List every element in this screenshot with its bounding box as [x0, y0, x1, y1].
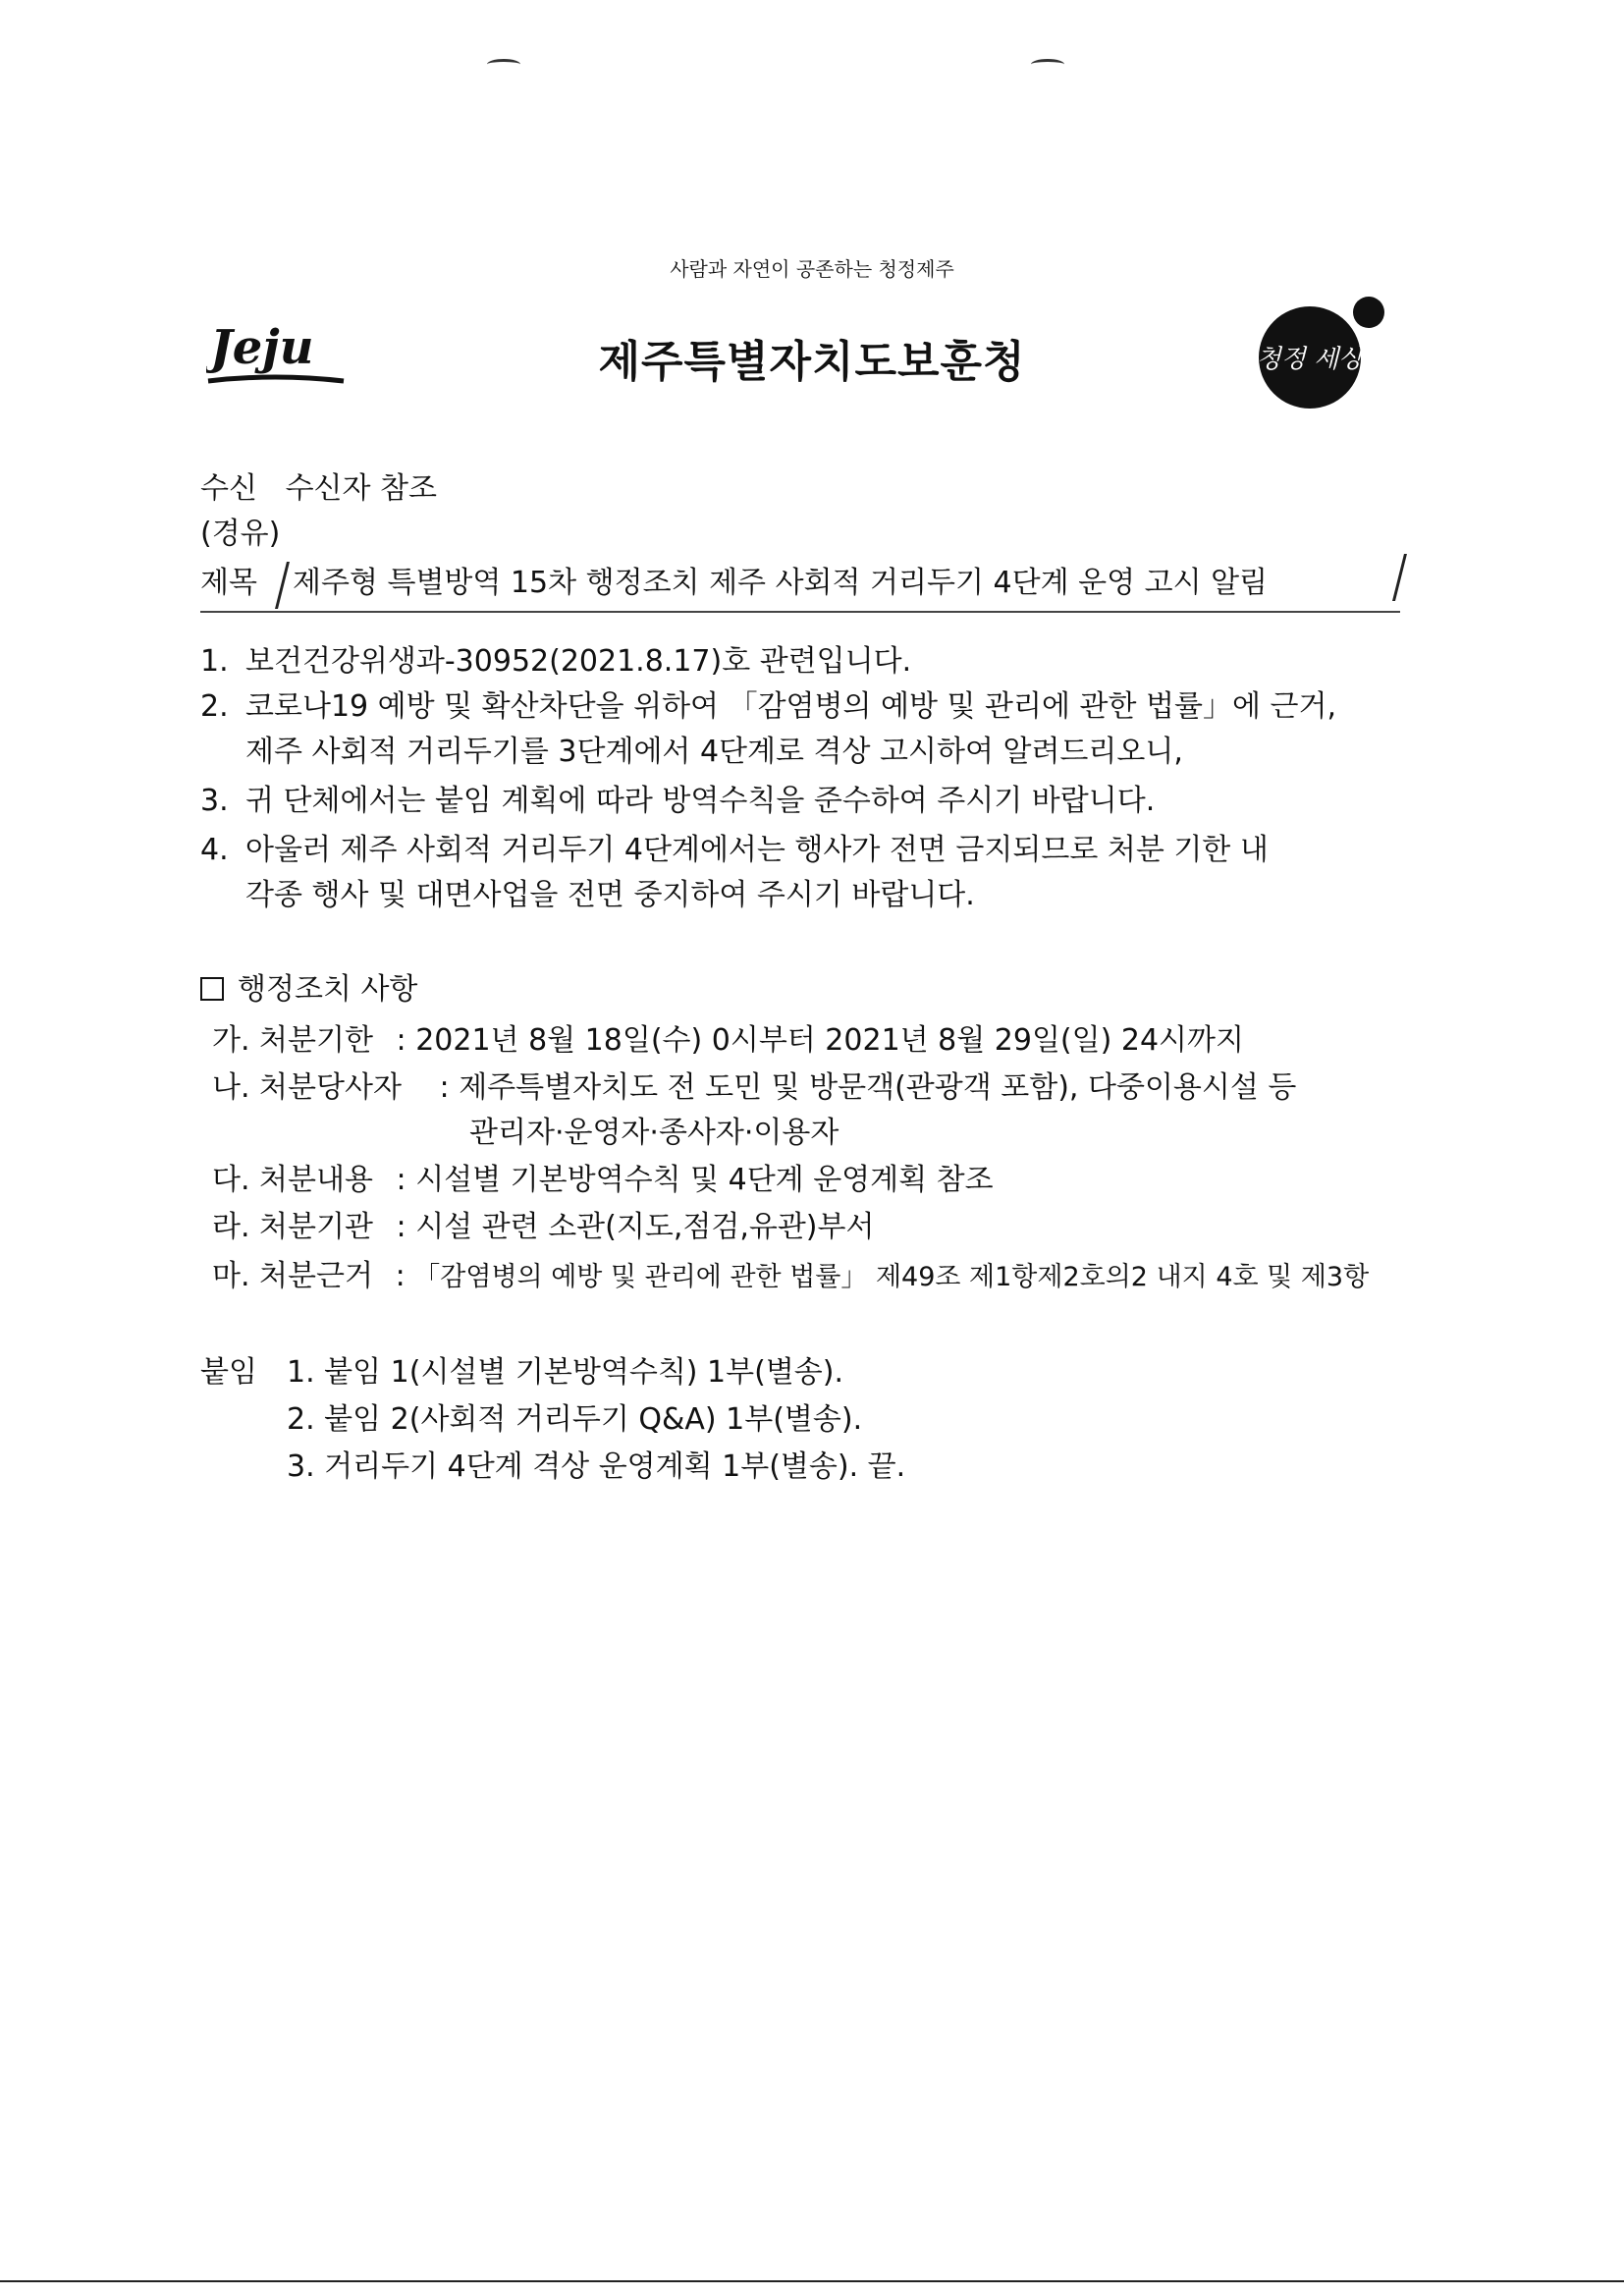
- jeju-logo-text: Jeju: [210, 320, 314, 375]
- checkbox-icon: [200, 977, 224, 1001]
- admin-value: 「감염병의 예방 및 관리에 관한 법률」 제49조 제1항제2호의2 내지 4호 및 제3항: [413, 1262, 1370, 1292]
- admin-entry-5: [212, 1257, 1369, 1297]
- item-1: [200, 642, 911, 682]
- admin-entry-2-continued: 관리자·운영자·종사자·이용자: [469, 1116, 839, 1150]
- item-num: 1.: [200, 644, 229, 679]
- admin-entry-2: [212, 1068, 1296, 1108]
- recipient-label: 수신: [200, 471, 257, 506]
- item-text: 아울러 제주 사회적 거리두기 4단계에서는 행사가 전면 금지되므로 처분 기한 내: [245, 833, 1269, 867]
- page-bottom-rule: [0, 2280, 1624, 2282]
- admin-heading: [200, 970, 417, 1010]
- seal-text: 청정 세상: [1256, 345, 1364, 374]
- subject-value: 제주형 특별방역 15차 행정조치 제주 사회적 거리두기 4단계 운영 고시 알림: [293, 566, 1269, 600]
- scan-mark-left: [487, 59, 520, 70]
- seal-emblem: [1251, 293, 1398, 420]
- attachment-3: 3. 거리두기 4단계 격상 운영계획 1부(별송). 끝.: [287, 1449, 906, 1484]
- admin-value: 시설 관련 소관(지도,점검,유관)부서: [415, 1210, 875, 1244]
- admin-entry-4: [212, 1208, 874, 1247]
- admin-sep: :: [395, 1259, 406, 1293]
- attachment-2: 2. 붙임 2(사회적 거리두기 Q&A) 1부(별송).: [287, 1402, 863, 1437]
- via-line: (경유): [200, 517, 281, 551]
- item-text: 보건건강위생과-30952(2021.8.17)호 관련입니다.: [245, 644, 912, 679]
- admin-key: 마. 처분근거: [212, 1259, 373, 1293]
- item-4-continued: 각종 행사 및 대면사업을 전면 중지하여 주시기 바랍니다.: [245, 878, 975, 912]
- item-text: 코로나19 예방 및 확산차단을 위하여 「감염병의 예방 및 관리에 관한 법률」에 근거,: [245, 689, 1336, 724]
- org-title: 제주특별자치도보훈청: [598, 337, 1026, 387]
- slogan: 사람과 자연이 공존하는 청정제주: [670, 257, 954, 281]
- admin-heading-text: 행정조치 사항: [238, 972, 418, 1007]
- item-2-continued: 제주 사회적 거리두기를 3단계에서 4단계로 격상 고시하여 알려드리오니,: [245, 735, 1183, 769]
- admin-sep: :: [439, 1070, 450, 1105]
- admin-sep: :: [396, 1163, 406, 1197]
- admin-key: 다. 처분내용: [212, 1163, 373, 1197]
- attachment-1: 1. 붙임 1(시설별 기본방역수칙) 1부(별송).: [287, 1355, 844, 1390]
- scan-mark-right: [1031, 59, 1064, 70]
- admin-key: 나. 처분당사자: [212, 1070, 402, 1105]
- attachments-label: 붙임: [200, 1355, 257, 1390]
- admin-entry-3: [212, 1161, 994, 1200]
- item-3: [200, 782, 1155, 821]
- admin-sep: :: [396, 1210, 406, 1244]
- item-2: [200, 687, 1336, 727]
- item-text: 귀 단체에서는 붙임 계획에 따라 방역수칙을 준수하여 주시기 바랍니다.: [245, 784, 1156, 818]
- item-num: 4.: [200, 833, 229, 867]
- recipient-line: [200, 469, 437, 509]
- admin-value: 제주특별자치도 전 도민 및 방문객(관광객 포함), 다중이용시설 등: [459, 1070, 1297, 1105]
- item-4: [200, 831, 1269, 870]
- admin-key: 라. 처분기관: [212, 1210, 373, 1244]
- subject-label: 제목: [200, 566, 257, 600]
- admin-sep: :: [396, 1023, 406, 1058]
- admin-value: 2021년 8월 18일(수) 0시부터 2021년 8월 29일(일) 24시까지: [415, 1023, 1244, 1058]
- item-num: 2.: [200, 689, 229, 724]
- admin-entry-1: [212, 1021, 1244, 1061]
- recipient-value: 수신자 참조: [285, 471, 438, 506]
- admin-value: 시설별 기본방역수칙 및 4단계 운영계획 참조: [415, 1163, 994, 1197]
- admin-key: 가. 처분기한: [212, 1023, 373, 1058]
- item-num: 3.: [200, 784, 229, 818]
